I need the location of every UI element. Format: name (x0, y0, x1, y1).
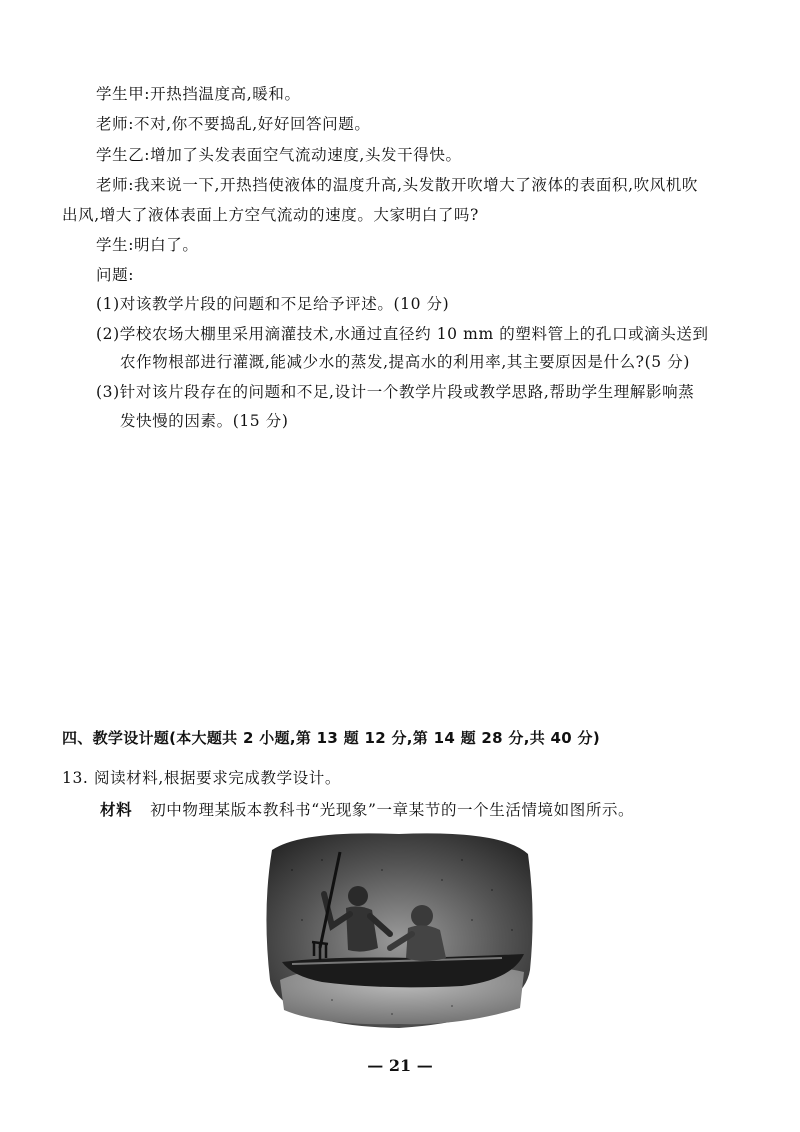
dialogue-line-2: 老师:不对,你不要捣乱,好好回答问题。 (96, 115, 371, 133)
page-number: — 21 — (367, 1056, 433, 1075)
dialogue-line-5: 出风,增大了液体表面上方空气流动的速度。大家明白了吗? (62, 206, 479, 224)
section-heading: 四、教学设计题(本大题共 2 小题,第 13 题 12 分,第 14 题 28 分,共 40 分) (62, 729, 600, 747)
material-text: 初中物理某版本教科书“光现象”一章某节的一个生活情境如图所示。 (150, 801, 635, 819)
item-13: 13. 阅读材料,根据要求完成教学设计。 (62, 769, 342, 787)
dialogue-line-1: 学生甲:开热挡温度高,暖和。 (96, 85, 301, 103)
question-3-line-1: (3)针对该片段存在的问题和不足,设计一个教学片段或教学思路,帮助学生理解影响蒸 (96, 383, 695, 401)
question-3-line-2: 发快慢的因素。(15 分) (120, 412, 289, 430)
question-2-line-2: 农作物根部进行灌溉,能减少水的蒸发,提高水的利用率,其主要原因是什么?(5 分) (120, 353, 690, 371)
question-2-line-1: (2)学校农场大棚里采用滴灌技术,水通过直径约 10 mm 的塑料管上的孔口或滴头送到 (96, 325, 709, 343)
question-1: (1)对该教学片段的问题和不足给予评述。(10 分) (96, 295, 450, 313)
questions-label: 问题: (96, 266, 135, 284)
dialogue-line-6: 学生:明白了。 (96, 236, 199, 254)
material-line (100, 800, 634, 820)
dialogue-line-3: 学生乙:增加了头发表面空气流动速度,头发干得快。 (96, 146, 462, 164)
fisherman-spear-boat-illustration (262, 830, 536, 1032)
material-label: 材料 (100, 801, 133, 819)
dialogue-line-4: 老师:我来说一下,开热挡使液体的温度升高,头发散开吹增大了液体的表面积,吹风机吹 (96, 176, 699, 194)
